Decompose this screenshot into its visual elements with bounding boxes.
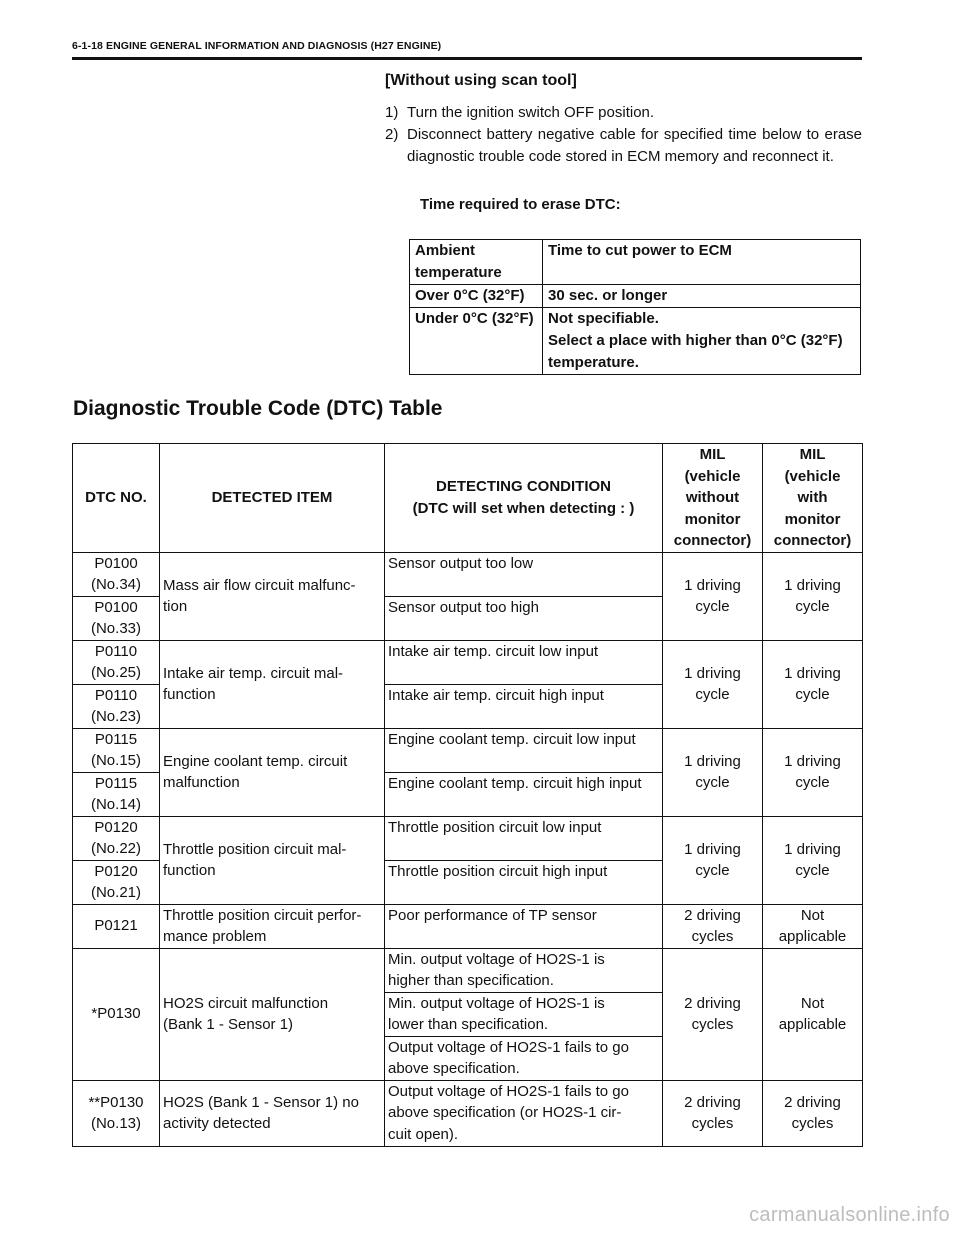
detecting-condition-cell: Poor performance of TP sensor <box>385 904 663 948</box>
detecting-condition-cell: Sensor output too high <box>385 596 663 640</box>
step-1 <box>385 102 862 124</box>
watermark: carmanualsonline.info <box>749 1204 950 1226</box>
detected-item-cell: Throttle position circuit perfor- mance problem <box>160 904 385 948</box>
header-rule <box>72 57 862 60</box>
erase-time-label: Time required to erase DTC: <box>420 196 621 213</box>
table-row <box>73 728 863 772</box>
detected-item-cell: Throttle position circuit mal- function <box>160 816 385 904</box>
table-cell: 30 sec. or longer <box>543 285 861 308</box>
detecting-condition-cell: Output voltage of HO2S-1 fails to go above specification (or HO2S-1 cir- cuit open). <box>385 1080 663 1146</box>
mil-with-cell: Not applicable <box>763 948 863 1080</box>
mil-without-cell: 1 driving cycle <box>663 816 763 904</box>
section-heading: [Without using scan tool] <box>385 72 577 89</box>
mil-with-cell: 1 driving cycle <box>763 552 863 640</box>
dtc-code-cell: P0120 (No.22) <box>73 816 160 860</box>
dtc-table-title: Diagnostic Trouble Code (DTC) Table <box>73 397 443 420</box>
detecting-condition-cell: Engine coolant temp. circuit high input <box>385 772 663 816</box>
page-header: 6-1-18 ENGINE GENERAL INFORMATION AND DIAGNOSIS (H27 ENGINE) <box>72 40 442 52</box>
dtc-code-cell: P0100 (No.33) <box>73 596 160 640</box>
step-text: Disconnect battery negative cable for specified time below to erase diagnostic trouble code stored in ECM memory and reconnect it. <box>407 126 862 165</box>
mil-with-cell: Not applicable <box>763 904 863 948</box>
dtc-table-body <box>73 552 863 1146</box>
table-header-row <box>410 240 861 285</box>
header-dtc-no: DTC NO. <box>73 444 160 553</box>
dtc-code-cell: **P0130 (No.13) <box>73 1080 160 1146</box>
detected-item-cell: HO2S circuit malfunction (Bank 1 - Sensor 1) <box>160 948 385 1080</box>
step-number: 2) <box>385 126 399 143</box>
detecting-condition-cell: Min. output voltage of HO2S-1 is lower than specification. <box>385 992 663 1036</box>
detecting-condition-cell: Intake air temp. circuit high input <box>385 684 663 728</box>
dtc-code-cell: P0110 (No.23) <box>73 684 160 728</box>
header-cell: Time to cut power to ECM <box>543 240 861 285</box>
detecting-condition-cell: Min. output voltage of HO2S-1 is higher than specification. <box>385 948 663 992</box>
mil-without-cell: 1 driving cycle <box>663 640 763 728</box>
dtc-code-cell: P0115 (No.14) <box>73 772 160 816</box>
table-row <box>73 948 863 992</box>
table-row <box>73 1080 863 1146</box>
detected-item-cell: HO2S (Bank 1 - Sensor 1) no activity detected <box>160 1080 385 1146</box>
dtc-table <box>72 443 863 1147</box>
dtc-code-cell: P0120 (No.21) <box>73 860 160 904</box>
header-mil-without-monitor: MIL (vehicle without monitor connector) <box>663 444 763 553</box>
table-row <box>410 308 861 375</box>
table-row <box>73 552 863 596</box>
mil-with-cell: 1 driving cycle <box>763 640 863 728</box>
header-cell: Ambient temperature <box>410 240 543 285</box>
detecting-condition-cell: Intake air temp. circuit low input <box>385 640 663 684</box>
table-cell: Under 0°C (32°F) <box>410 308 543 375</box>
mil-with-cell: 1 driving cycle <box>763 728 863 816</box>
table-row <box>73 904 863 948</box>
erase-time-table <box>409 239 861 375</box>
detected-item-cell: Intake air temp. circuit mal- function <box>160 640 385 728</box>
table-row <box>410 285 861 308</box>
detecting-condition-cell: Output voltage of HO2S-1 fails to go above specification. <box>385 1036 663 1080</box>
mil-with-cell: 2 driving cycles <box>763 1080 863 1146</box>
header-detected-item: DETECTED ITEM <box>160 444 385 553</box>
detecting-condition-cell: Engine coolant temp. circuit low input <box>385 728 663 772</box>
detected-item-cell: Mass air flow circuit malfunc- tion <box>160 552 385 640</box>
detecting-condition-cell: Sensor output too low <box>385 552 663 596</box>
dtc-code-cell: P0110 (No.25) <box>73 640 160 684</box>
detecting-condition-cell: Throttle position circuit low input <box>385 816 663 860</box>
table-row <box>73 640 863 684</box>
dtc-code-cell: P0115 (No.15) <box>73 728 160 772</box>
table-header-row <box>73 444 863 553</box>
table-cell: Not specifiable. Select a place with higher than 0°C (32°F) temperature. <box>543 308 861 375</box>
mil-without-cell: 1 driving cycle <box>663 552 763 640</box>
detecting-condition-cell: Throttle position circuit high input <box>385 860 663 904</box>
mil-with-cell: 1 driving cycle <box>763 816 863 904</box>
mil-without-cell: 1 driving cycle <box>663 728 763 816</box>
header-detecting-condition: DETECTING CONDITION (DTC will set when detecting : ) <box>385 444 663 553</box>
dtc-code-cell: P0100 (No.34) <box>73 552 160 596</box>
dtc-code-cell: P0121 <box>73 904 160 948</box>
detected-item-cell: Engine coolant temp. circuit malfunction <box>160 728 385 816</box>
step-number: 1) <box>385 104 399 121</box>
mil-without-cell: 2 driving cycles <box>663 1080 763 1146</box>
header-mil-with-monitor: MIL (vehicle with monitor connector) <box>763 444 863 553</box>
table-cell: Over 0°C (32°F) <box>410 285 543 308</box>
step-text: Turn the ignition switch OFF position. <box>407 104 655 121</box>
procedure-steps <box>385 102 862 168</box>
mil-without-cell: 2 driving cycles <box>663 948 763 1080</box>
step-2 <box>385 124 862 168</box>
table-row <box>73 816 863 860</box>
mil-without-cell: 2 driving cycles <box>663 904 763 948</box>
dtc-code-cell: *P0130 <box>73 948 160 1080</box>
